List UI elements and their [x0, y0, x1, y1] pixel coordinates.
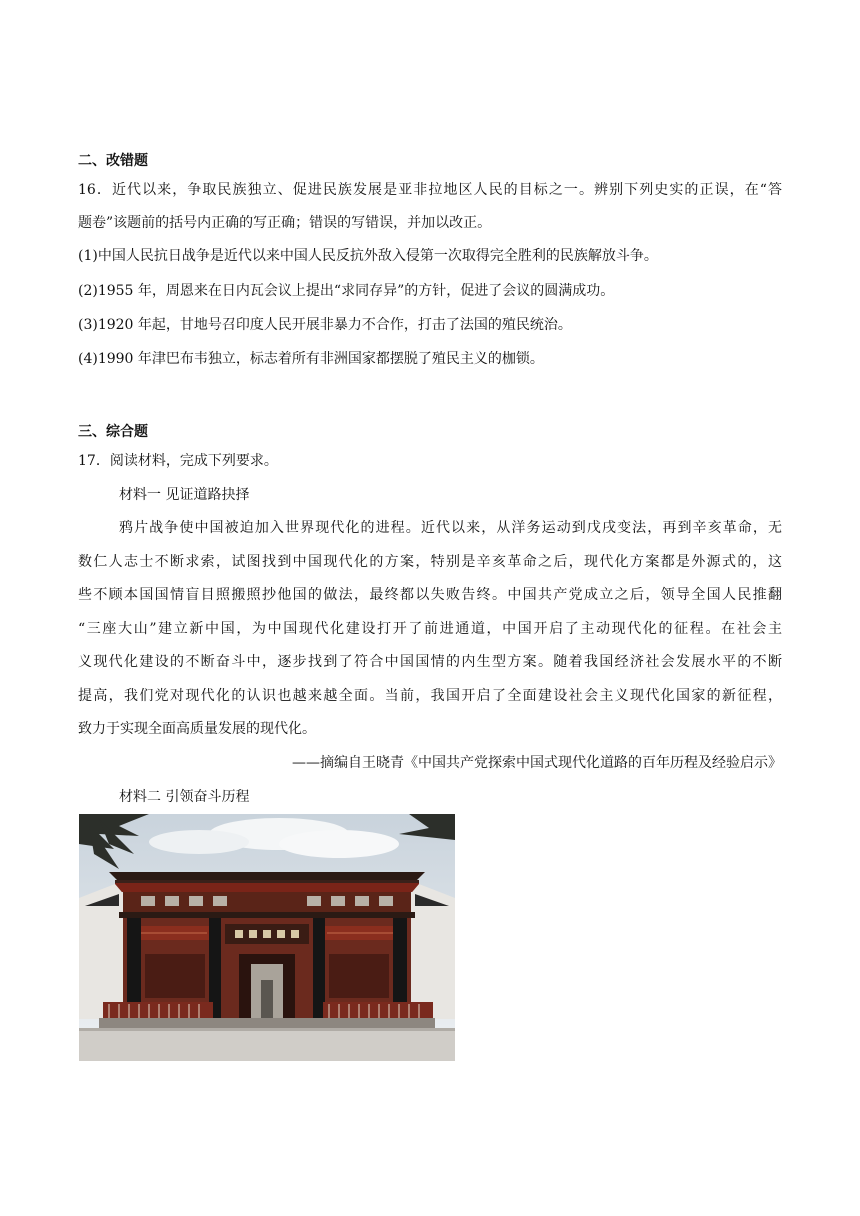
question-17-text: 17．阅读材料，完成下列要求。	[78, 453, 278, 469]
material-1-title: 材料一 见证道路抉择	[119, 487, 250, 503]
section-heading-correction: 二、改错题	[78, 153, 148, 169]
material-1-paragraph-line: “三座大山”建立新中国，为中国现代化建设打开了前进通道，中国开启了主动现代化的征程。在社会主	[78, 621, 782, 637]
memorial-hall-photo	[79, 814, 455, 1061]
material-1-paragraph-line: 数仁人志士不断求索，试图找到中国现代化的方案，特别是辛亥革命之后，现代化方案都是外源式的，这	[78, 554, 782, 570]
question-16-text-cont: 题卷”该题前的括号内正确的写正确；错误的写错误，并加以改正。	[78, 215, 492, 231]
material-1-paragraph-line: 提高，我们党对现代化的认识也越来越全面。当前，我国开启了全面建设社会主义现代化国家的新征程，	[78, 688, 782, 704]
statement-3: (3)1920 年起，甘地号召印度人民开展非暴力不合作，打击了法国的殖民统治。	[78, 317, 572, 333]
material-2-title: 材料二 引领奋斗历程	[119, 789, 250, 805]
question-16-text: 16．近代以来，争取民族独立、促进民族发展是亚非拉地区人民的目标之一。辨别下列史实的正误，在“答	[78, 182, 782, 198]
material-1-paragraph-line: 致力于实现全面高质量发展的现代化。	[78, 721, 316, 737]
material-1-paragraph-line: 义现代化建设的不断奋斗中，逐步找到了符合中国国情的内生型方案。随着我国经济社会发展水平的不断	[78, 654, 782, 670]
section-heading-comprehensive: 三、综合题	[78, 424, 148, 440]
statement-2: (2)1955 年，周恩来在日内瓦会议上提出“求同存异”的方针，促进了会议的圆满成功。	[78, 283, 615, 299]
material-1-source: ——摘编自王晓青《中国共产党探索中国式现代化道路的百年历程及经验启示》	[292, 755, 782, 771]
material-1-paragraph-line: 些不顾本国国情盲目照搬照抄他国的做法，最终都以失败告终。中国共产党成立之后，领导全国人民推翻	[78, 587, 782, 603]
material-1-paragraph-line: 鸦片战争使中国被迫加入世界现代化的进程。近代以来，从洋务运动到戊戌变法，再到辛亥革命，无	[119, 520, 782, 536]
statement-4: (4)1990 年津巴布韦独立，标志着所有非洲国家都摆脱了殖民主义的枷锁。	[78, 351, 544, 367]
statement-1: (1)中国人民抗日战争是近代以来中国人民反抗外敌入侵第一次取得完全胜利的民族解放斗争。	[78, 248, 658, 264]
